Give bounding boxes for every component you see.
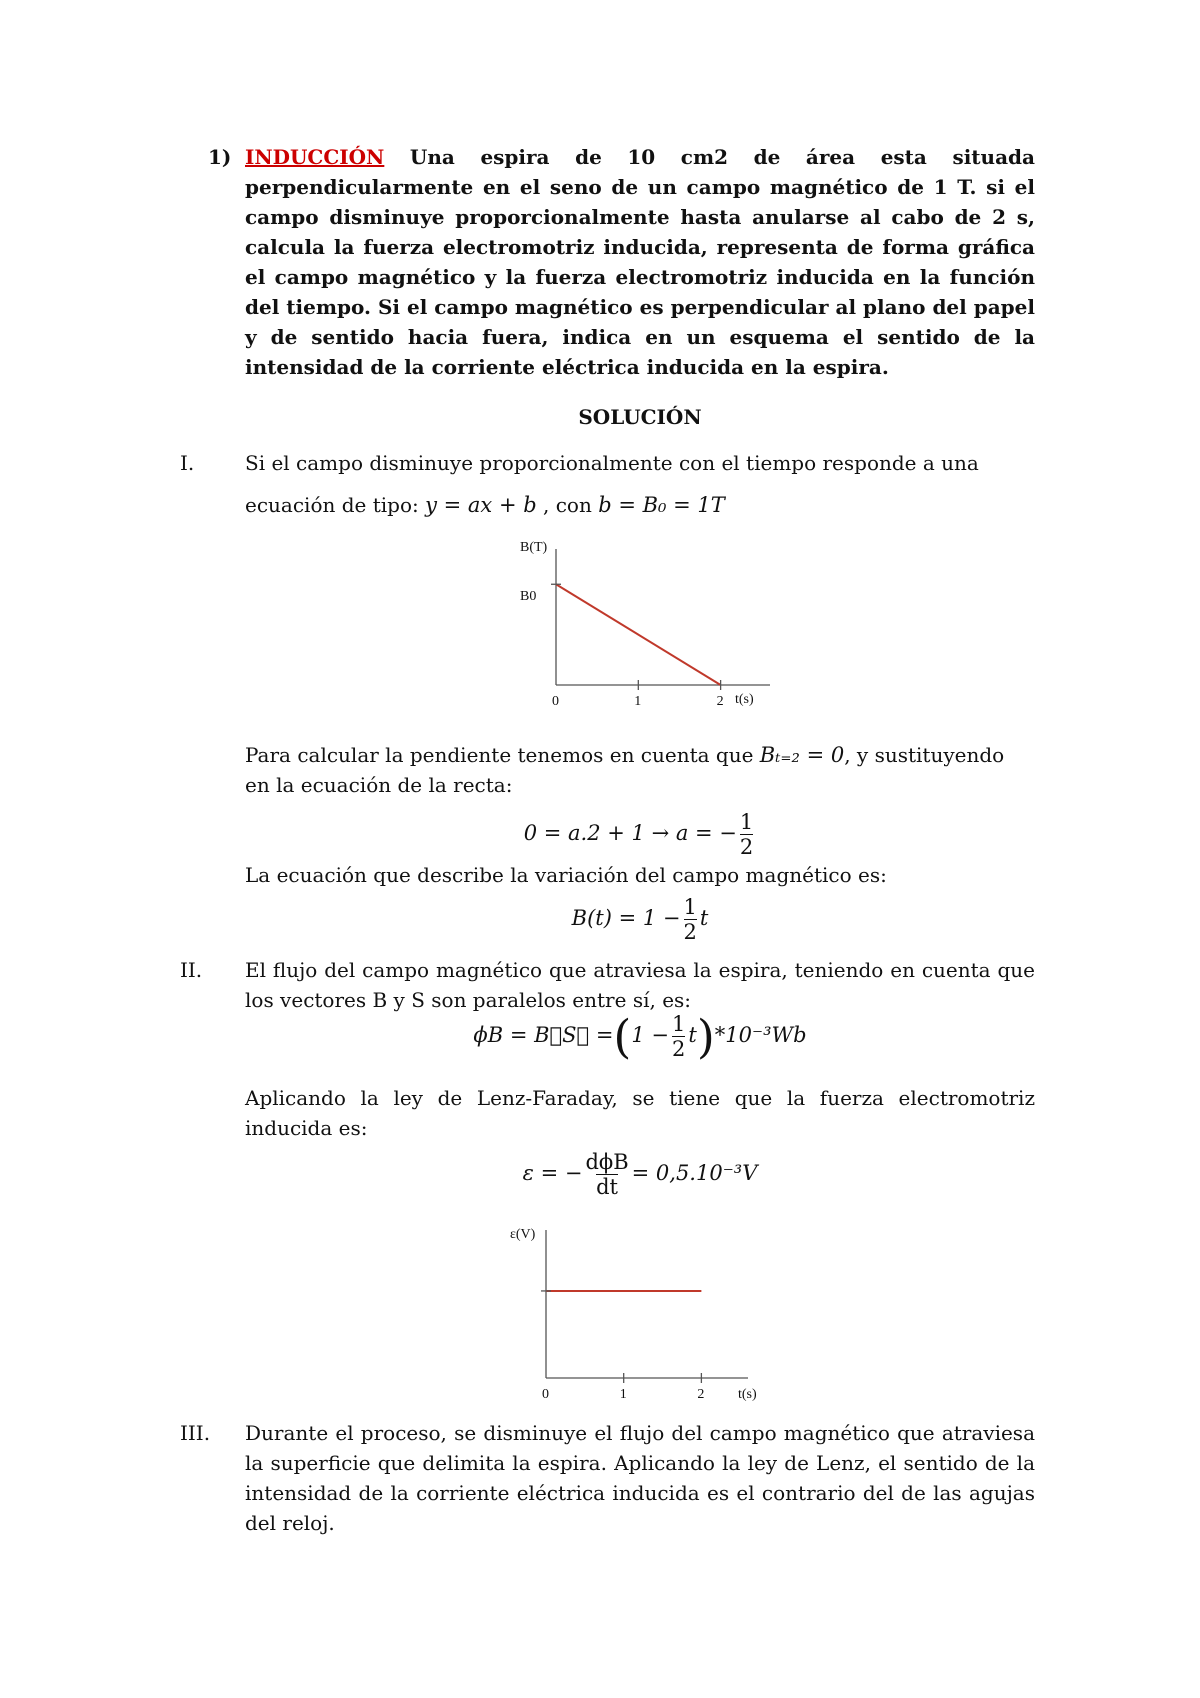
section2-text: El flujo del campo magnético que atraviesa la espira, teniendo en cuenta que los vectores B y S son paralelos entre sí, es: <box>245 958 1035 1012</box>
eq4-left: B(t) = 1 − <box>571 906 681 930</box>
eq-intro: ecuación de tipo: <box>245 493 419 517</box>
eq3-left: 0 = a.2 + 1 → a = − <box>523 821 737 845</box>
equation-slope <box>245 810 1035 859</box>
problem-statement <box>245 142 1035 382</box>
eq6-left: ε = − <box>522 1161 583 1185</box>
chart2-x-tick-label: 1 <box>619 1387 627 1402</box>
slope-text-b: , y sustituyendo en la ecuación de la recta: <box>245 743 1005 797</box>
section1-text: Si el campo disminuye proporcionalmente con el tiempo responde a una <box>245 451 979 475</box>
equation-bt <box>245 895 1035 944</box>
eq4-right: t <box>699 906 709 930</box>
emf-chart <box>480 1220 780 1410</box>
eq5-den: 2 <box>672 1037 686 1061</box>
section1-eq-line <box>245 490 1035 520</box>
eq5-left: ϕB = B⃗S⃗ = <box>473 1023 614 1047</box>
eq3-den: 2 <box>739 835 754 859</box>
eq4-fraction <box>684 895 697 944</box>
chart2-x-tick-label: 0 <box>542 1387 549 1402</box>
equation-linear: y = ax + b <box>425 493 537 517</box>
chart1-xlabel: t(s) <box>735 692 754 707</box>
eq-con: , con <box>543 493 592 517</box>
chart1-series-line <box>556 584 721 685</box>
chart2-x-tick-label: 2 <box>697 1387 705 1402</box>
variation-text: La ecuación que describe la variación del campo magnético es: <box>245 863 887 887</box>
section1-numeral: I. <box>180 451 195 475</box>
problem-number: 1) <box>208 145 232 169</box>
eq6-den: dt <box>596 1175 618 1199</box>
section3-text: Durante el proceso, se disminuye el flujo del campo magnético que atraviesa la superficie que delimita la espira. Aplicando la ley de Lenz, el sentido de la intensidad de la corriente eléctrica inducida es el contrario del de las agujas del reloj. <box>245 1421 1035 1535</box>
eq5-one: 1 − <box>631 1023 670 1047</box>
section2-numeral: II. <box>180 958 203 982</box>
eq5-t: t <box>688 1023 697 1047</box>
eq6-num: dϕB <box>585 1150 629 1174</box>
eq4-den: 2 <box>683 920 697 944</box>
slope-paragraph <box>245 740 1035 800</box>
eq5-right: *10⁻³Wb <box>714 1023 807 1047</box>
chart1-ylabel: B(T) <box>520 540 548 555</box>
eq5-fraction <box>672 1012 685 1061</box>
problem-text: Una espira de 10 cm2 de área esta situada perpendicularmente en el seno de un campo magnético de 1 T. si el campo disminuye proporcionalmente hasta anularse al cabo de 2 s, calcula la fuerza electromotriz inducida, representa de forma gráfica el campo magnético y la fuerza electromotriz inducida en la función del tiempo. Si el campo magnético es perpendicular al plano del papel y de sentido hacia fuera, indica en un esquema el sentido de la intensidad de la corriente eléctrica inducida en la espira. <box>245 145 1035 379</box>
eq5-num: 1 <box>672 1012 686 1036</box>
chart1-x-tick-label: 2 <box>716 694 724 709</box>
chart2-xlabel: t(s) <box>738 1387 757 1402</box>
lenz-text: Aplicando la ley de Lenz-Faraday, se tiene que la fuerza electromotriz inducida es: <box>245 1086 1035 1140</box>
equation-flux: ϕB = B⃗S⃗ =(1 − $\frac{1}{2}$ t)*10⁻³Wb <box>473 1009 807 1064</box>
eq3-num: 1 <box>739 810 754 834</box>
equation-emf <box>245 1150 1035 1199</box>
problem-tag: INDUCCIÓN <box>245 145 385 169</box>
section3-numeral: III. <box>180 1421 211 1445</box>
equation-b0: b = B₀ = 1T <box>598 493 725 517</box>
slope-condition: Bₜ₌₂ = 0 <box>759 743 845 767</box>
chart1-x-tick-label: 1 <box>634 694 642 709</box>
slope-text-a: Para calcular la pendiente tenemos en cuenta que <box>245 743 754 767</box>
eq6-fraction <box>585 1150 628 1199</box>
eq6-right: = 0,5.10⁻³V <box>631 1161 758 1185</box>
eq3-fraction <box>740 810 753 859</box>
eq4-num: 1 <box>683 895 697 919</box>
chart1-x-tick-label: 0 <box>552 694 559 709</box>
chart1-b0-label: B0 <box>520 589 537 604</box>
solution-title: SOLUCIÓN <box>578 405 702 429</box>
b-field-chart <box>500 535 800 710</box>
chart2-ylabel: ε(V) <box>510 1227 536 1242</box>
